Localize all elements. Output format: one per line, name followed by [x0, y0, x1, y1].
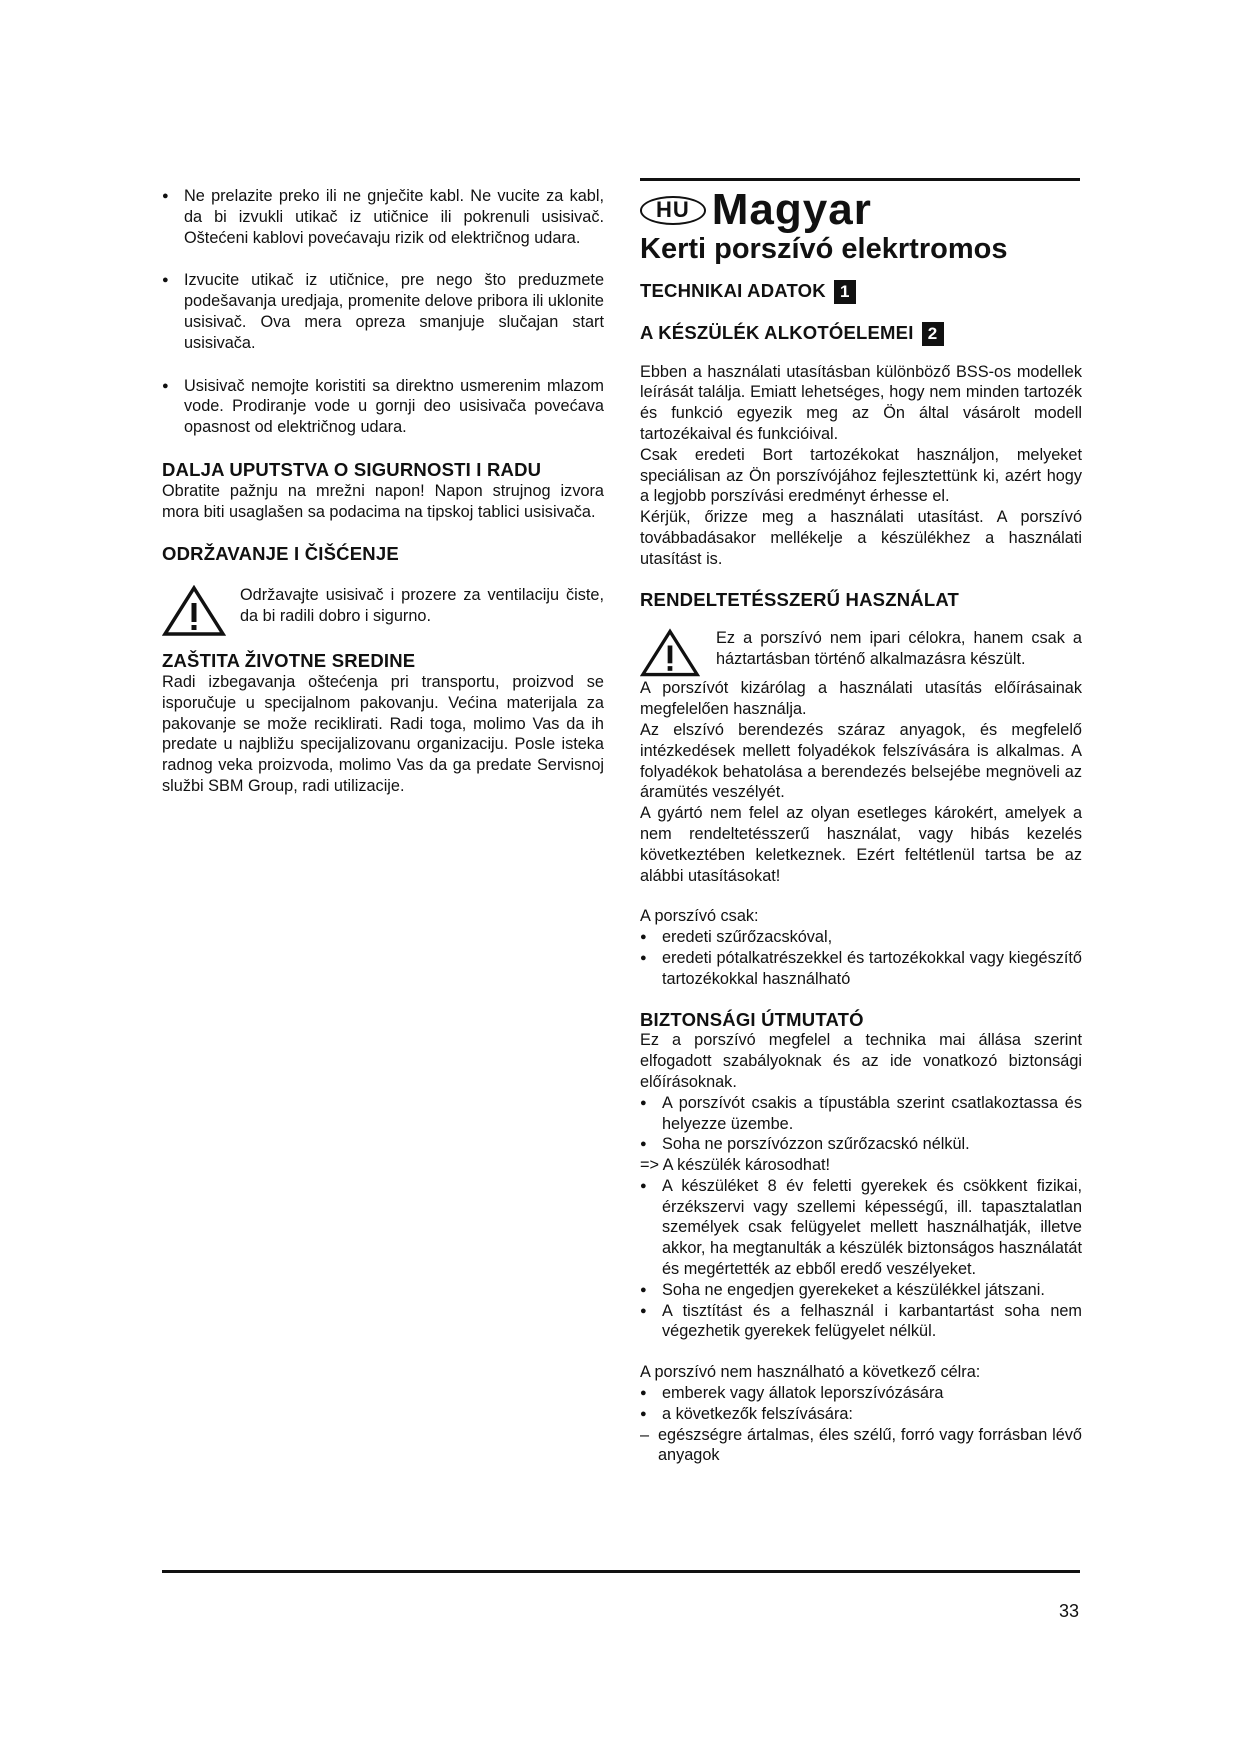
bullet-item: ● A porszívót csakis a típustábla szerint csatlakoztassa és helyezze üzembe. — [640, 1093, 1082, 1135]
usage-warning-continued: A porszívót kizárólag a használati utasítás előírásainak megfelelően használja. — [640, 679, 1082, 719]
environment-text: Radi izbegavanja oštećenja pri transportu, proizvod se isporučuje u specijalnom pakovanju. Većina materijala za pakovanje se može reciklirati. Radi toga, molimo Vas da ih predate u najbližu specijalizovanu organizaciju. Posle isteka radnog veka proizvoda, molimo Vas da ga predate Servisnoj službi SBM Group, radi utilizacije. — [162, 672, 604, 795]
right-column — [640, 185, 1082, 1466]
bullet-item: ● eredeti szűrőzacskóval, — [640, 927, 1082, 948]
tech-heading: TECHNIKAI ADATOK 1 — [640, 280, 1082, 304]
top-rule — [640, 178, 1080, 181]
language-header — [640, 185, 1082, 234]
usage-warning — [640, 628, 1082, 678]
parts-heading: A KÉSZÜLÉK ALKOTÓELEMEI 2 — [640, 322, 1082, 346]
safety-arrow-note: => A készülék károsodhat! — [640, 1156, 831, 1175]
language-code-badge: HU — [640, 196, 706, 225]
bullet-item: ● Soha ne porszívózzon szűrőzacskó nélkül. — [640, 1134, 1082, 1155]
usage-heading: RENDELTETÉSSZERŰ HASZNÁLAT — [640, 588, 960, 610]
not-intro: A porszívó nem használható a következő célra: — [640, 1363, 981, 1382]
safety-text: Obratite pažnju na mrežni napon! Napon strujnog izvora mora biti usaglašen sa podacima na tipskoj tablici usisivača. — [162, 481, 604, 521]
bullet-item: ● Izvucite utikač iz utičnice, pre nego što preduzmete podešavanja uredjaja, promenite delove pribora ili uklonite usisivač. Ova mera opreza smanjuje slučajan start usisivača. — [162, 270, 604, 353]
warning-icon — [640, 628, 700, 678]
intro-paragraph: Ebben a használati utasításban különböző BSS-os modellek leírását találja. Emiatt lehetséges, hogy nem minden tartozék és funkció egyezik meg az Ön által vásárolt modell tartozékaival és funkcióival. — [640, 362, 1082, 443]
safety-heading: DALJA UPUTSTVA O SIGURNOSTI I RADU — [162, 458, 542, 480]
page-number: 33 — [1058, 1601, 1079, 1621]
maintenance-text: Održavajte usisivač i prozere za ventilaciju čiste, da bi radili dobro i sigurno. — [240, 586, 604, 625]
figure-number-badge: 2 — [922, 322, 944, 346]
warning-icon — [162, 585, 226, 637]
intro-paragraph: Csak eredeti Bort tartozékokat használjon, melyeket speciálisan az Ön porszívójához fejlesztettünk ki, azért hogy a legjobb porszívási eredményt érhesse el. — [640, 445, 1082, 506]
safety-heading: BIZTONSÁGI ÚTMUTATÓ — [640, 1008, 864, 1030]
bullet-item: ● emberek vagy állatok leporszívózására — [640, 1383, 1082, 1404]
dash-item: – egészségre ártalmas, éles szélű, forró vagy forrásban lévő anyagok — [640, 1425, 1082, 1467]
document-title: Kerti porszívó elekrtromos — [640, 232, 1008, 265]
figure-number-badge: 1 — [834, 280, 856, 304]
only-intro: A porszívó csak: — [640, 907, 759, 926]
maintenance-warning — [162, 585, 604, 637]
bullet-item: ● Soha ne engedjen gyerekeket a készülékkel játszani. — [640, 1280, 1082, 1301]
maintenance-heading: ODRŽAVANJE I ČIŠĆENJE — [162, 543, 399, 565]
safety-intro: Ez a porszívó megfelel a technika mai állása szerint elfogadott szabályoknak és az ide vonatkozó biztonsági előírásoknak. — [640, 1031, 1082, 1091]
usage-warning-text: Ez a porszívó nem ipari célokra, hanem csak a háztartásban történő alkalmazásra készült. — [716, 629, 1082, 669]
bullet-item: ● A tisztítást és a felhasznál i karbantartást soha nem végezhetik gyerekek felügyelet nélkül. — [640, 1301, 1082, 1343]
bullet-item: ● eredeti pótalkatrészekkel és tartozékokkal vagy kiegészítő tartozékokkal használható — [640, 948, 1082, 990]
bullet-item: ● Ne prelazite preko ili ne gnječite kabl. Ne vucite za kabl, da bi izvukli utikač iz utičnice ili pokrenuli usisivač. Oštećeni kablovi povećavaju rizik od električnog udara. — [162, 186, 604, 248]
intro-paragraph: Kérjük, őrizze meg a használati utasítást. A porszívó továbbadásakor mellékelje a készülékhez a használati utasítást is. — [640, 508, 1082, 568]
environment-heading: ZAŠTITA ŽIVOTNE SREDINE — [162, 650, 416, 672]
left-column — [162, 186, 604, 797]
usage-paragraph: Az elszívó berendezés száraz anyagok, és megfelelő intézkedések mellett folyadékok felszívására is alkalmas. A folyadékok behatolása a berendezés belsejébe megnöveli az áramütés veszélyét. — [640, 720, 1082, 802]
bullet-item: ● a következők felszívására: — [640, 1404, 1082, 1425]
bottom-rule — [162, 1570, 1080, 1573]
bullet-item: ● Usisivač nemojte koristiti sa direktno usmerenim mlazom vode. Prodiranje vode u gornji deo usisivača povećava opasnost od električnog udara. — [162, 376, 604, 438]
language-name: Magyar — [711, 185, 872, 234]
usage-paragraph: A gyártó nem felel az olyan esetleges károkért, amelyek a nem rendeltetésszerű használat, vagy hibás kezelés következtében keletkeznek. Ezért feltétlenül tartsa be az alábbi utasításokat! — [640, 804, 1082, 885]
bullet-item: ● A készüléket 8 év feletti gyerekek és csökkent fizikai, érzékszervi vagy szellemi képességű, ill. tapasztalatlan személyek csak felügyelet mellett használhatják, illetve akkor, ha megtanulták a készülék biztonságos használatát és megértették az ebből eredő veszélyeket. — [640, 1176, 1082, 1280]
